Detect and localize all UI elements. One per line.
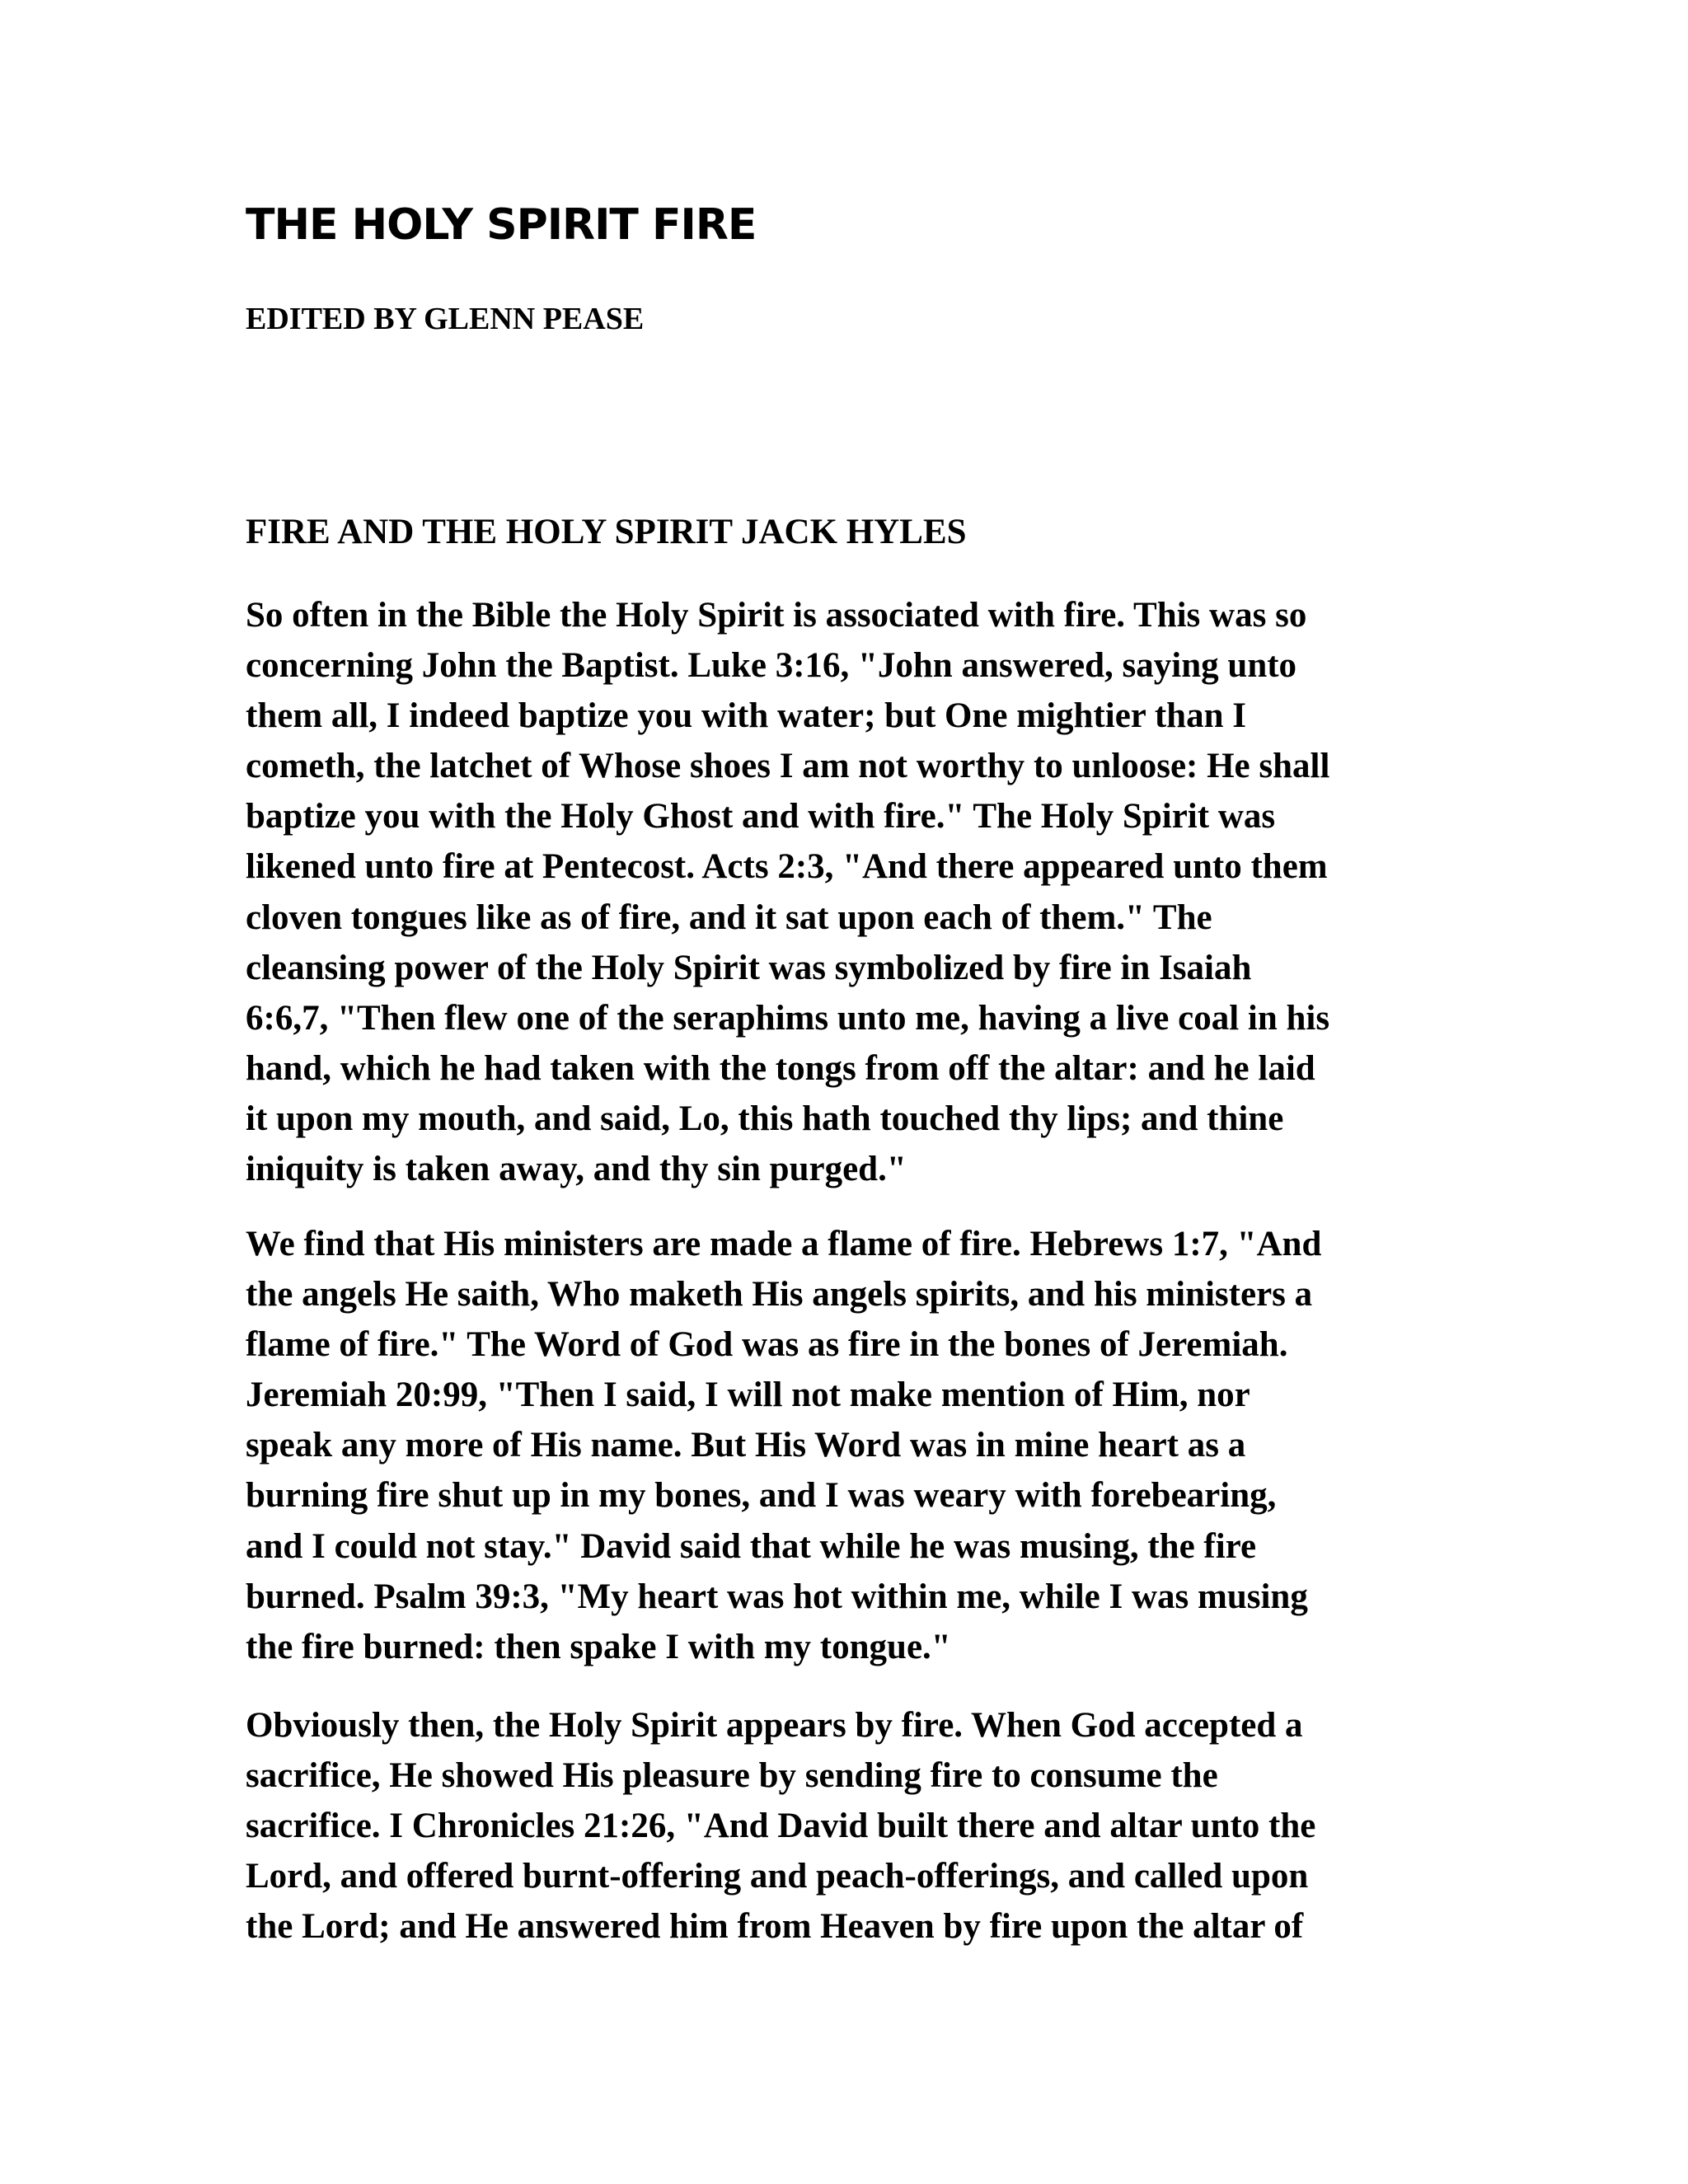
text-line: cloven tongues like as of fire, and it sat upon each of them." The — [246, 898, 1212, 937]
text-line: burned. Psalm 39:3, "My heart was hot within me, while I was musing — [246, 1577, 1308, 1616]
text-line: burning fire shut up in my bones, and I was weary with forebearing, — [246, 1476, 1277, 1516]
text-line: them all, I indeed baptize you with water; but One mightier than I — [246, 696, 1246, 736]
text-line: iniquity is taken away, and thy sin purged." — [246, 1150, 907, 1189]
text-line: baptize you with the Holy Ghost and with fire." The Holy Spirit was — [246, 797, 1276, 837]
text-line: cometh, the latchet of Whose shoes I am not worthy to unloose: He shall — [246, 747, 1330, 786]
text-line: likened unto fire at Pentecost. Acts 2:3, "And there appeared unto them — [246, 847, 1328, 887]
document-title: THE HOLY SPIRIT FIRE — [246, 200, 757, 250]
paragraph-1 — [246, 590, 1329, 1194]
text-line: the Lord; and He answered him from Heaven by fire upon the altar of — [246, 1907, 1304, 1947]
text-line: 6:6,7, "Then flew one of the seraphims unto me, having a live coal in his — [246, 998, 1330, 1038]
text-line: Lord, and offered burnt-offering and peach-offerings, and called upon — [246, 1857, 1309, 1896]
text-line: it upon my mouth, and said, Lo, this hath touched thy lips; and thine — [246, 1099, 1284, 1138]
text-line: sacrifice, He showed His pleasure by sending fire to consume the — [246, 1756, 1218, 1796]
text-line: Obviously then, the Holy Spirit appears by fire. When God accepted a — [246, 1706, 1303, 1745]
text-line: concerning John the Baptist. Luke 3:16, "John answered, saying unto — [246, 646, 1297, 686]
text-line: speak any more of His name. But His Word was in mine heart as a — [246, 1426, 1246, 1465]
text-line: Jeremiah 20:99, "Then I said, I will not make mention of Him, nor — [246, 1376, 1250, 1415]
text-line: We find that His ministers are made a flame of fire. Hebrews 1:7, "And — [246, 1225, 1322, 1263]
text-line: the fire burned: then spake I with my tongue." — [246, 1627, 951, 1666]
section-heading: FIRE AND THE HOLY SPIRIT JACK HYLES — [246, 513, 967, 551]
editor-credit: EDITED BY GLENN PEASE — [246, 302, 645, 336]
text-line: and I could not stay." David said that while he was musing, the fire — [246, 1526, 1257, 1566]
text-line: the angels He saith, Who maketh His angels spirits, and his ministers a — [246, 1275, 1313, 1315]
text-line: flame of fire." The Word of God was as fire in the bones of Jeremiah. — [246, 1325, 1288, 1365]
text-line: sacrifice. I Chronicles 21:26, "And David built there and altar unto the — [246, 1807, 1316, 1846]
paragraph-2 — [246, 1219, 1321, 1672]
paragraph-3 — [246, 1700, 1315, 1952]
text-line: So often in the Bible the Holy Spirit is associated with fire. This was so — [246, 596, 1307, 635]
text-line: cleansing power of the Holy Spirit was symbolized by fire in Isaiah — [246, 948, 1252, 987]
text-line: hand, which he had taken with the tongs from off the altar: and he laid — [246, 1048, 1315, 1088]
